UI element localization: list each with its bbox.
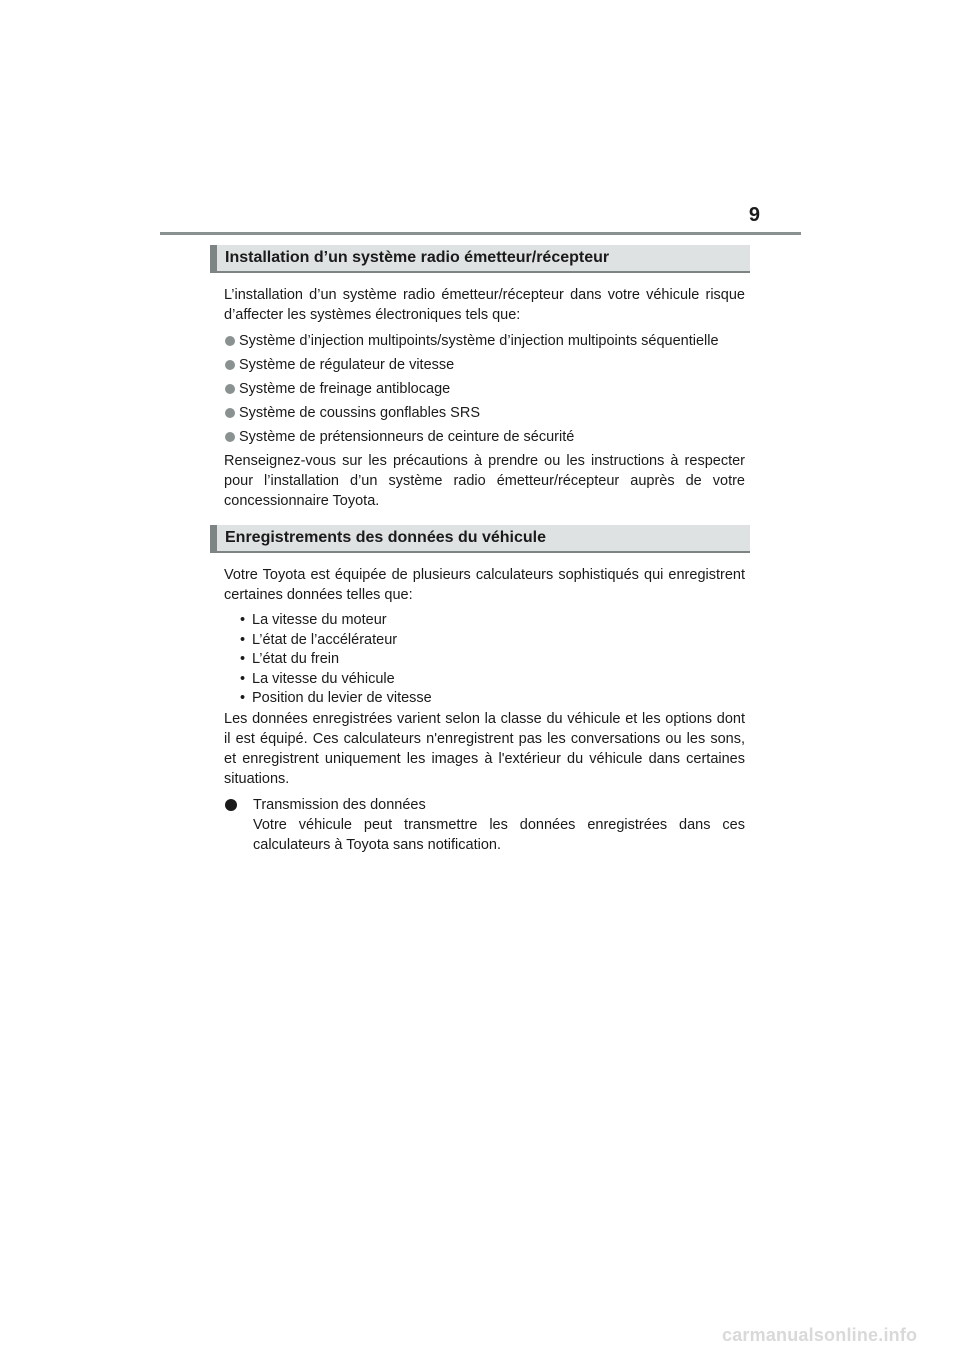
section-heading-radio	[210, 245, 750, 273]
gray-circle-bullet-icon	[225, 336, 235, 346]
list-item	[238, 689, 745, 709]
bullet-dot-icon: •	[240, 612, 246, 628]
black-circle-bullet-icon	[225, 799, 237, 811]
list-item-text: Système de régulateur de vitesse	[239, 357, 455, 373]
section-heading-data-recording	[210, 525, 750, 553]
bullet-dot-icon: •	[240, 631, 246, 648]
gray-circle-bullet-icon	[225, 384, 235, 394]
page-content	[210, 245, 750, 855]
bullet-dot-icon: •	[240, 670, 246, 687]
paragraph-outro-radio: Renseignez-vous sur les précautions à prendre ou les instructions à respecter pour l’installation d’un système radio émetteur/récepteur auprès de votre concessionnaire Toyota.	[224, 453, 745, 509]
list-item-text: L’état du frein	[252, 651, 340, 667]
list-item	[238, 650, 745, 670]
list-item-text: La vitesse du véhicule	[252, 670, 395, 687]
list-item	[224, 331, 745, 351]
list-item-text: Système de prétensionneurs de ceinture de sécurité	[239, 429, 575, 445]
list-item-text: La vitesse du moteur	[252, 612, 387, 628]
section-body-radio	[210, 285, 745, 511]
list-item	[224, 355, 745, 375]
note-text: Votre véhicule peut transmettre les données enregistrées dans ces calculateurs à Toyota sans notification.	[253, 816, 745, 853]
list-item	[238, 611, 745, 631]
section-body-data-recording	[210, 565, 745, 855]
top-rule	[160, 232, 801, 235]
recorded-data-list	[238, 611, 745, 709]
list-item-text: L’état de l’accélérateur	[252, 631, 398, 648]
list-item-text: Système de freinage antiblocage	[239, 381, 451, 397]
bullet-dot-icon: •	[240, 690, 246, 706]
bullet-dot-icon: •	[240, 651, 246, 667]
list-item	[224, 379, 745, 399]
paragraph-body-data: Les données enregistrées varient selon la classe du véhicule et les options dont il est équipé. Ces calculateurs n'enregistrent pas les conversations ou les sons, et enregistrent uniquement les images à l'extérieur du véhicule dans certaines situations.	[224, 710, 745, 787]
list-item-text: Position du levier de vitesse	[252, 690, 432, 706]
list-item	[238, 631, 745, 651]
section-title-data-recording: Enregistrements des données du véhicule	[225, 529, 546, 546]
paragraph-intro-data: Votre Toyota est équipée de plusieurs calculateurs sophistiqués qui enregistrent certaines données telles que:	[224, 567, 745, 603]
list-item	[238, 670, 745, 690]
gray-circle-bullet-icon	[225, 360, 235, 370]
note-title: Transmission des données	[253, 796, 426, 813]
gray-circle-bullet-icon	[225, 408, 235, 418]
watermark-text: carmanualsonline.info	[722, 1325, 918, 1345]
note-transmission	[224, 795, 745, 855]
list-item-text: Système de coussins gonflables SRS	[239, 405, 480, 421]
list-item	[224, 403, 745, 423]
paragraph-intro-radio: L’installation d’un système radio émetteur/récepteur dans votre véhicule risque d’affecter les systèmes électroniques tels que:	[224, 287, 745, 323]
gray-circle-bullet-icon	[225, 432, 235, 442]
list-item	[224, 427, 745, 447]
list-item-text: Système d’injection multipoints/système d’injection multipoints séquentielle	[239, 333, 719, 349]
page-number: 9	[748, 204, 760, 226]
section-title-radio: Installation d’un système radio émetteur/récepteur	[225, 249, 610, 266]
